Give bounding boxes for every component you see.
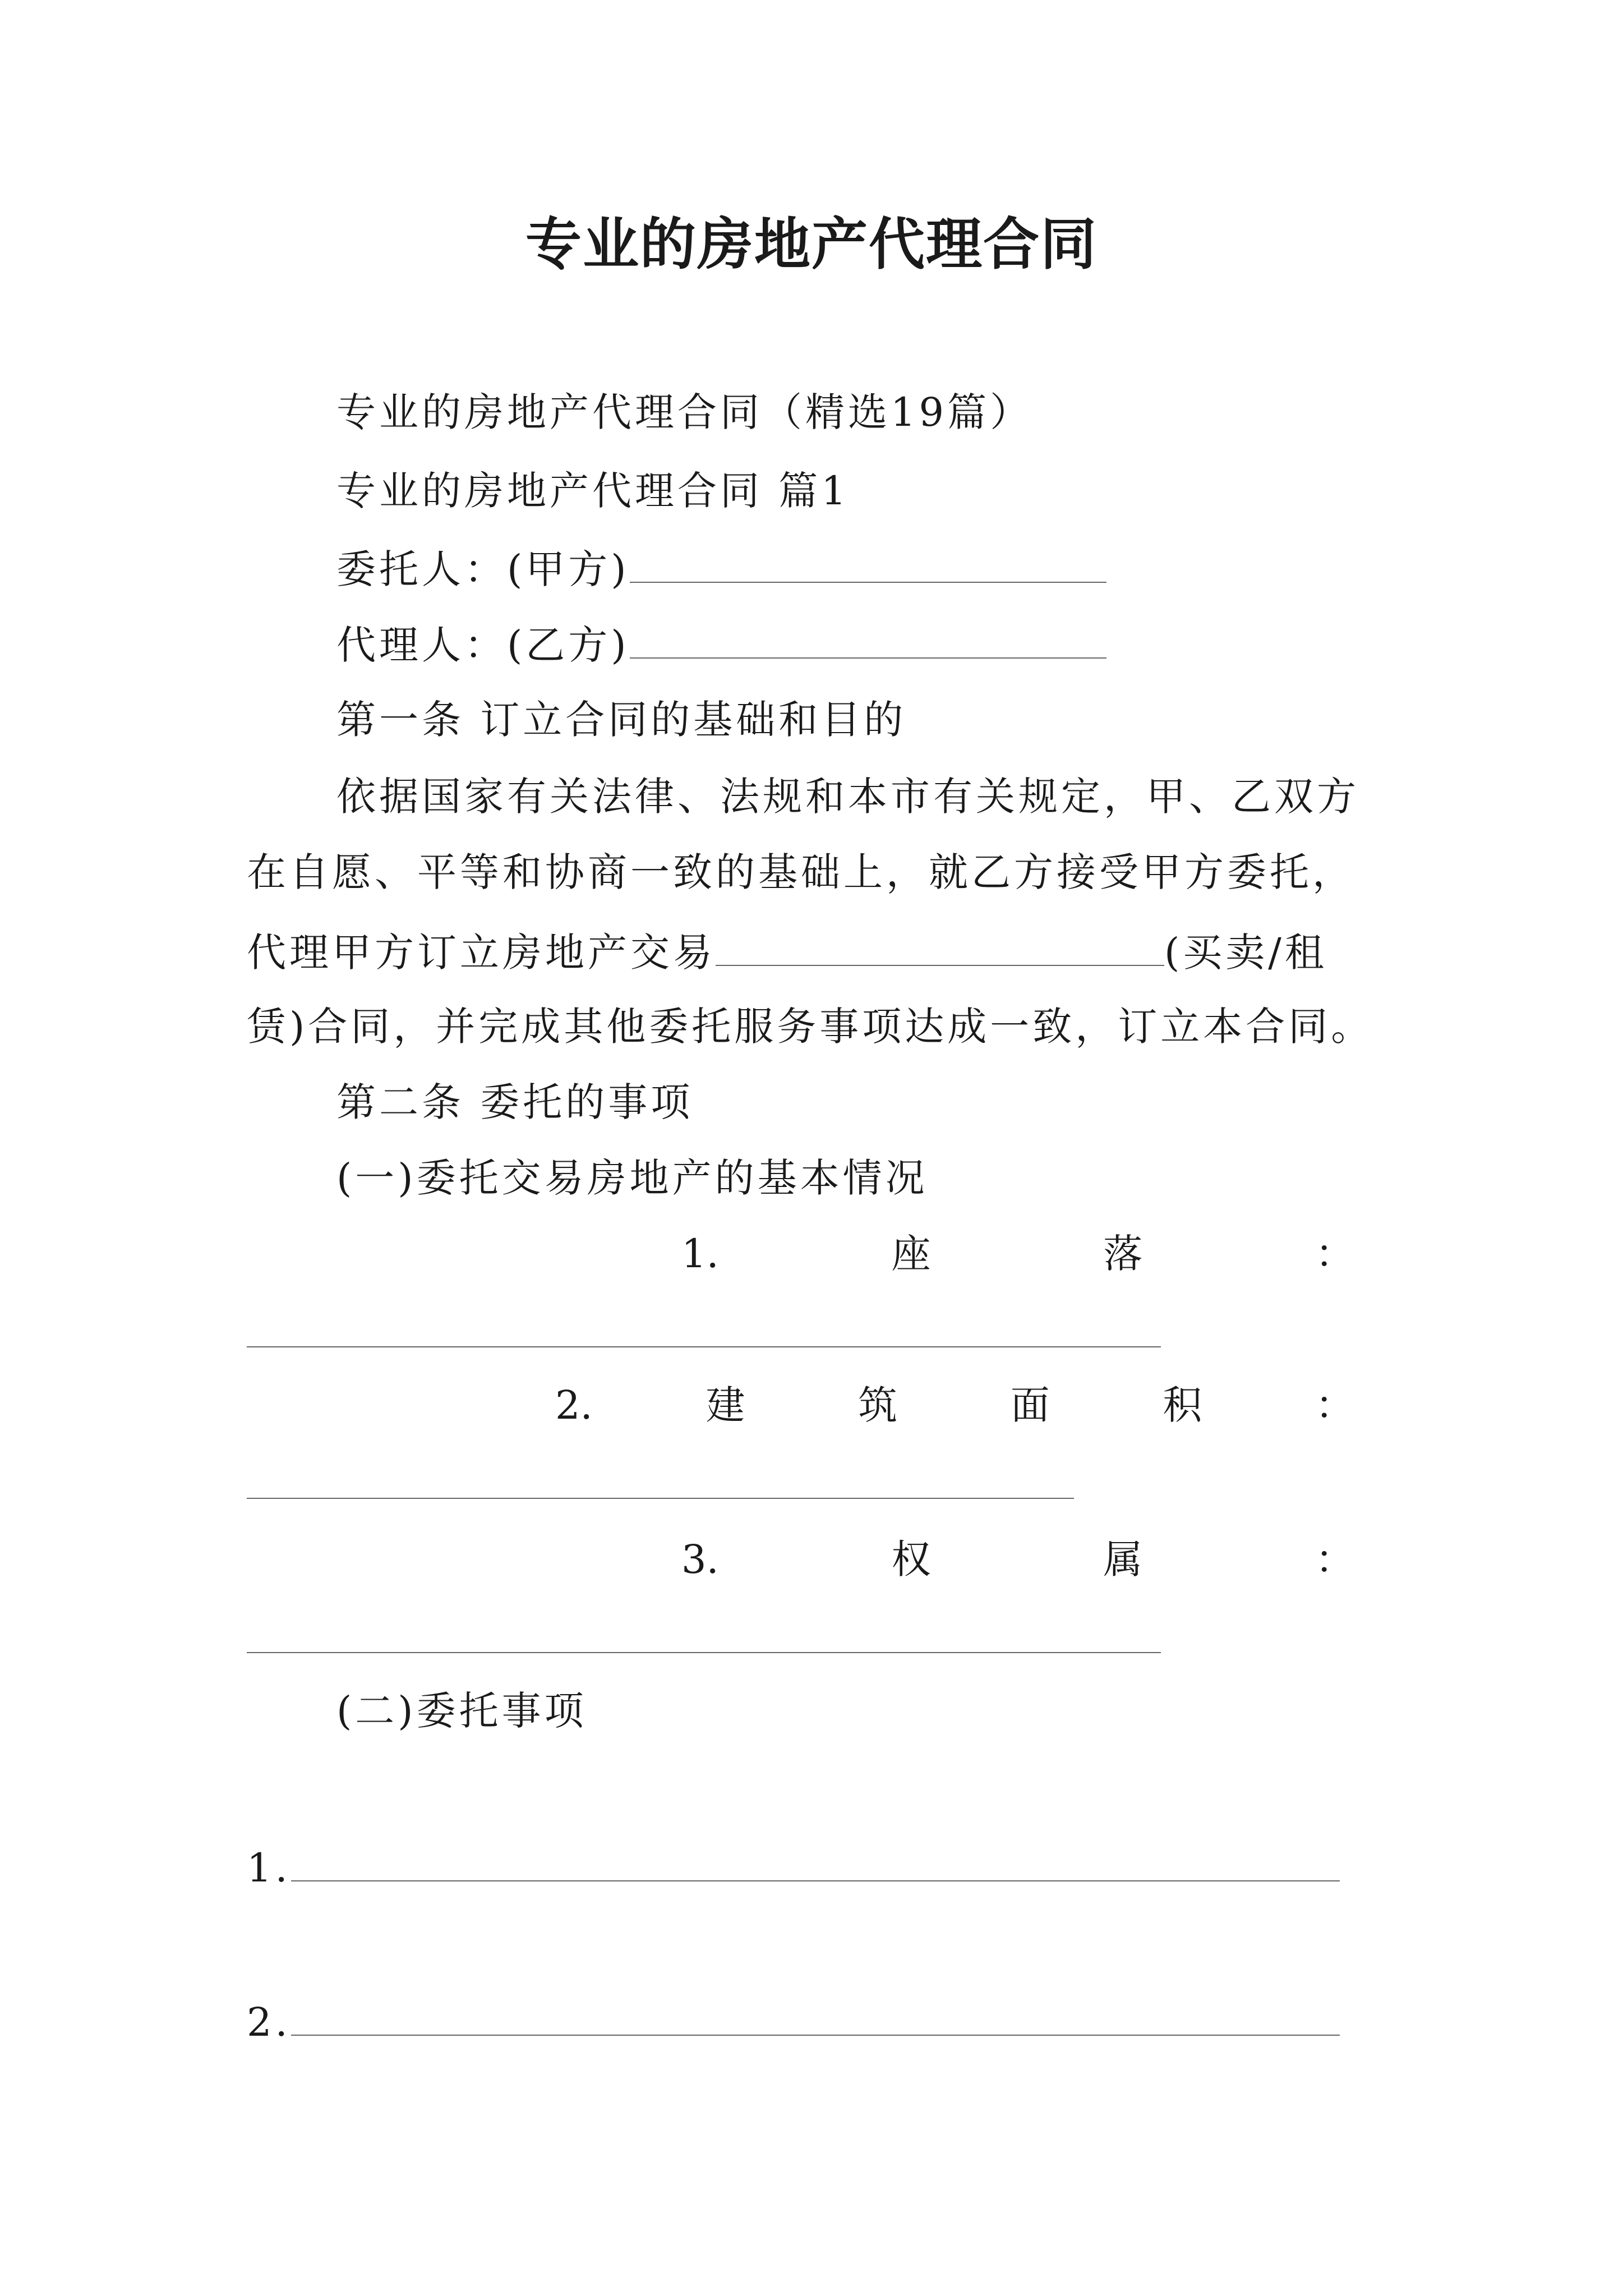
ownership-char-1: 权 (891, 1536, 931, 1582)
agent-blank (630, 617, 1106, 659)
area-char-2: 筑 (858, 1382, 898, 1428)
article2-title: 第二条 委托的事项 (336, 1079, 694, 1125)
ownership-number: 3. (681, 1536, 719, 1582)
document-title: 专业的房地产代理合同 (525, 211, 1098, 277)
item2-title: (二)委托事项 (336, 1688, 587, 1734)
location-number: 1. (681, 1231, 719, 1277)
area-blank (247, 1498, 1074, 1499)
location-char-1: 座 (891, 1231, 931, 1277)
area-colon: ： (1315, 1382, 1354, 1428)
task-1-line (247, 1840, 1340, 1893)
principal-blank (630, 541, 1106, 583)
task-1-blank (291, 1840, 1340, 1881)
ownership-blank (247, 1652, 1161, 1653)
ownership-colon: ： (1315, 1536, 1354, 1582)
transaction-type-blank (716, 924, 1164, 966)
task-2-blank (291, 1994, 1340, 2036)
area-number: 2. (555, 1382, 593, 1428)
location-char-2: 落 (1103, 1231, 1143, 1277)
ownership-char-2: 属 (1103, 1536, 1143, 1582)
task-2-line (247, 1994, 1340, 2047)
location-row (681, 1228, 1354, 1279)
article1-line3-start: 代理甲方订立房地产交易 (247, 930, 716, 976)
article1-paragraph-line3 (247, 924, 1327, 978)
task-2-number: 2. (247, 1999, 291, 2045)
area-char-4: 积 (1163, 1382, 1202, 1428)
location-colon: ： (1315, 1231, 1354, 1277)
principal-label: 委托人：(甲方) (336, 546, 630, 592)
article1-title: 第一条 订立合同的基础和目的 (336, 697, 907, 743)
principal-line (336, 541, 1106, 595)
agent-line (336, 617, 1106, 670)
subtitle: 专业的房地产代理合同（精选19篇） (336, 389, 1033, 435)
article1-paragraph-line4: 赁)合同，并完成其他委托服务事项达成一致，订立本合同。 (247, 1004, 1374, 1050)
task-1-number: 1. (247, 1845, 291, 1891)
area-row (555, 1380, 1354, 1430)
article1-line3-end: (买卖/租 (1164, 930, 1327, 976)
article1-paragraph-line2: 在自愿、平等和协商一致的基础上，就乙方接受甲方委托， (247, 849, 1355, 895)
section-heading: 专业的房地产代理合同 篇1 (336, 468, 850, 514)
agent-label: 代理人：(乙方) (336, 622, 630, 668)
area-char-1: 建 (706, 1382, 745, 1428)
article1-paragraph-line1: 依据国家有关法律、法规和本市有关规定，甲、乙双方 (336, 774, 1359, 820)
ownership-row (681, 1534, 1354, 1585)
location-blank (247, 1346, 1161, 1347)
area-char-3: 面 (1010, 1382, 1050, 1428)
item1-title: (一)委托交易房地产的基本情况 (336, 1155, 928, 1201)
